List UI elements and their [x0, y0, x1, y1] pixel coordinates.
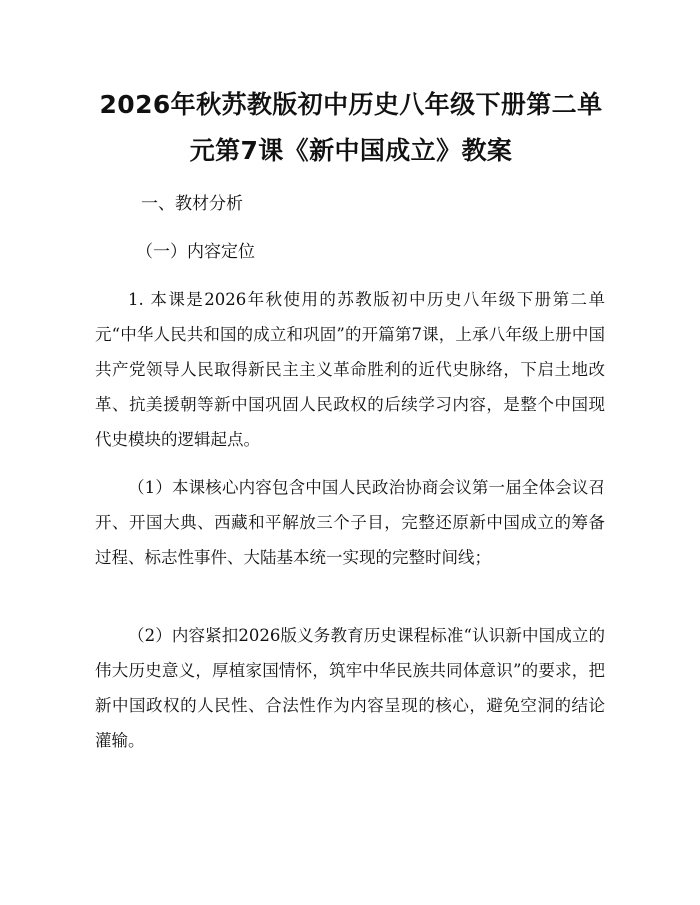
paragraph-core-content: （1）本课核心内容包含中国人民政治协商会议第一届全体会议召开、开国大典、西藏和平解放三个子目，完整还原新中国成立的筹备过程、标志性事件、大陆基本统一实现的完整时间线； — [95, 478, 605, 567]
paragraph-lesson-position: 1. 本课是2026年秋使用的苏教版初中历史八年级下册第二单元“中华人民共和国的成立和巩固”的开篇第7课，上承八年级上册中国共产党领导人民取得新民主主义革命胜利的近代史脉络，下启土地改革、抗美援朝等新中国巩固人民政权的后续学习内容，是整个中国现代史模块的逻辑起点。 — [95, 290, 605, 449]
subsection-heading-content-positioning: （一）内容定位 — [136, 242, 255, 262]
document-title: 2026年秋苏教版初中历史八年级下册第二单元第7课《新中国成立》教案 — [99, 90, 603, 165]
paragraph-curriculum-standard: （2）内容紧扣2026版义务教育历史课程标准“认识新中国成立的伟大历史意义，厚植家国情怀，筑牢中华民族共同体意识”的要求，把新中国政权的人民性、合法性作为内容呈现的核心，避免空洞的结论灌输。 — [95, 626, 605, 750]
section-heading-teaching-material-analysis: 一、教材分析 — [141, 194, 243, 214]
